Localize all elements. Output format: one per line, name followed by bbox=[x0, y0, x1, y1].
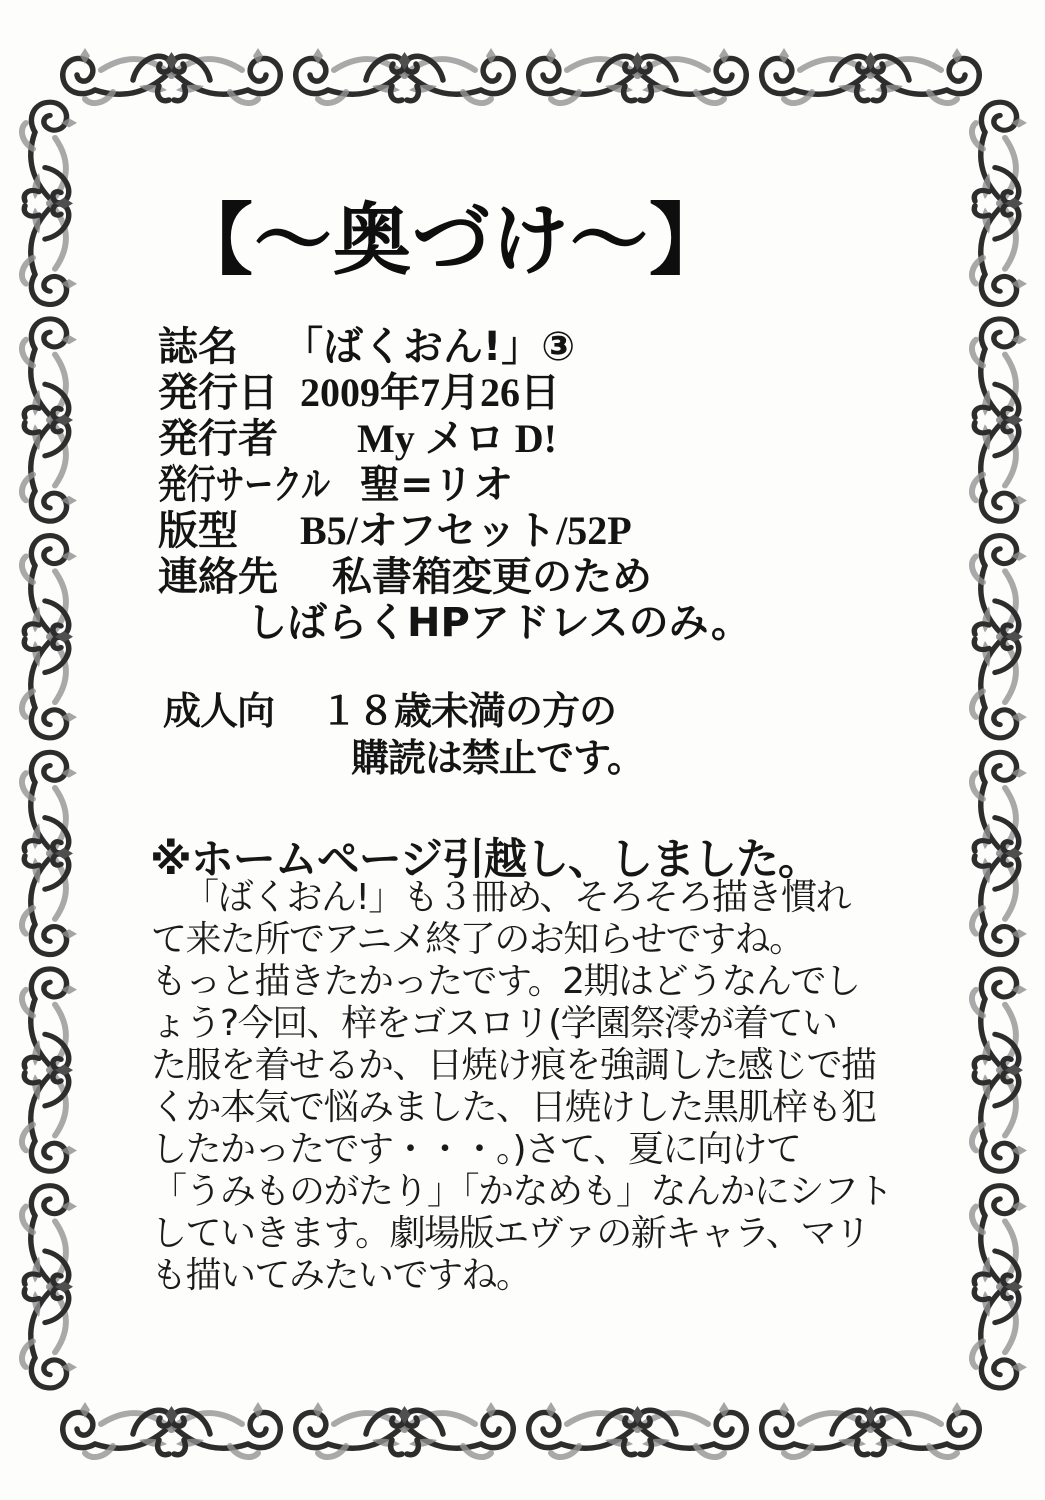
afterword-line: た服を着せるか、日焼け痕を強調した感じで描 bbox=[151, 1045, 876, 1086]
colophon-value: 聖=リオ bbox=[360, 462, 514, 508]
afterword-line: していきます。劇場版エヴァの新キャラ、マリ bbox=[151, 1213, 870, 1254]
afterword-line: もっと描きたかったです。2期はどうなんでし bbox=[151, 961, 860, 1002]
colophon-value: My メロ D! bbox=[357, 416, 557, 461]
colophon-label: 発行サークル bbox=[158, 462, 330, 508]
colophon-label: 版型 bbox=[158, 508, 238, 554]
colophon-row bbox=[158, 462, 958, 508]
colophon-row bbox=[158, 324, 958, 370]
colophon-label: 誌名 bbox=[158, 324, 238, 370]
page-title: 【〜奥づけ〜】 bbox=[175, 196, 729, 286]
afterword-line: したかったです・・・。)さて、夏に向けて bbox=[151, 1129, 801, 1170]
colophon-value: 私書箱変更のため bbox=[332, 554, 652, 600]
colophon-row bbox=[158, 508, 958, 554]
colophon-value: 「ばくおん!」③ bbox=[283, 324, 576, 370]
afterword-line: 「ばくおん!」も３冊め、そろそろ描き慣れ bbox=[183, 877, 850, 918]
colophon-value: しばらくHPアドレスのみ。 bbox=[247, 600, 751, 646]
colophon-row bbox=[158, 370, 958, 416]
adult-notice-line2: 購読は禁止です。 bbox=[351, 736, 644, 780]
afterword-line: ょう?今回、梓をゴスロリ(学園祭澪が着てい bbox=[151, 1003, 837, 1044]
homepage-announcement: ※ホームページ引越し、しました。 bbox=[150, 835, 820, 885]
colophon-value: B5/オフセット/52P bbox=[300, 508, 632, 553]
colophon-row bbox=[158, 554, 958, 600]
colophon-value: 2009年7月26日 bbox=[300, 370, 560, 415]
afterword-line: くか本気で悩みました、日焼けした黒肌梓も犯 bbox=[151, 1087, 876, 1128]
afterword-line: 「うみものがたり」「かなめも」なんかにシフト bbox=[151, 1171, 893, 1212]
colophon-row bbox=[158, 416, 958, 462]
colophon-row bbox=[158, 600, 958, 646]
adult-notice-label: 成人向 bbox=[163, 689, 275, 733]
colophon-label: 連絡先 bbox=[158, 554, 278, 600]
colophon-label: 発行者 bbox=[158, 416, 278, 462]
afterword-line: も描いてみたいですね。 bbox=[151, 1255, 531, 1296]
adult-notice-line1: １８歳未満の方の bbox=[320, 689, 617, 733]
afterword-paragraph bbox=[151, 877, 941, 1297]
adult-notice bbox=[163, 688, 943, 782]
afterword-line: て来た所でアニメ終了のお知らせですね。 bbox=[151, 919, 804, 960]
colophon-table bbox=[158, 324, 958, 646]
colophon-label: 発行日 bbox=[158, 370, 278, 416]
